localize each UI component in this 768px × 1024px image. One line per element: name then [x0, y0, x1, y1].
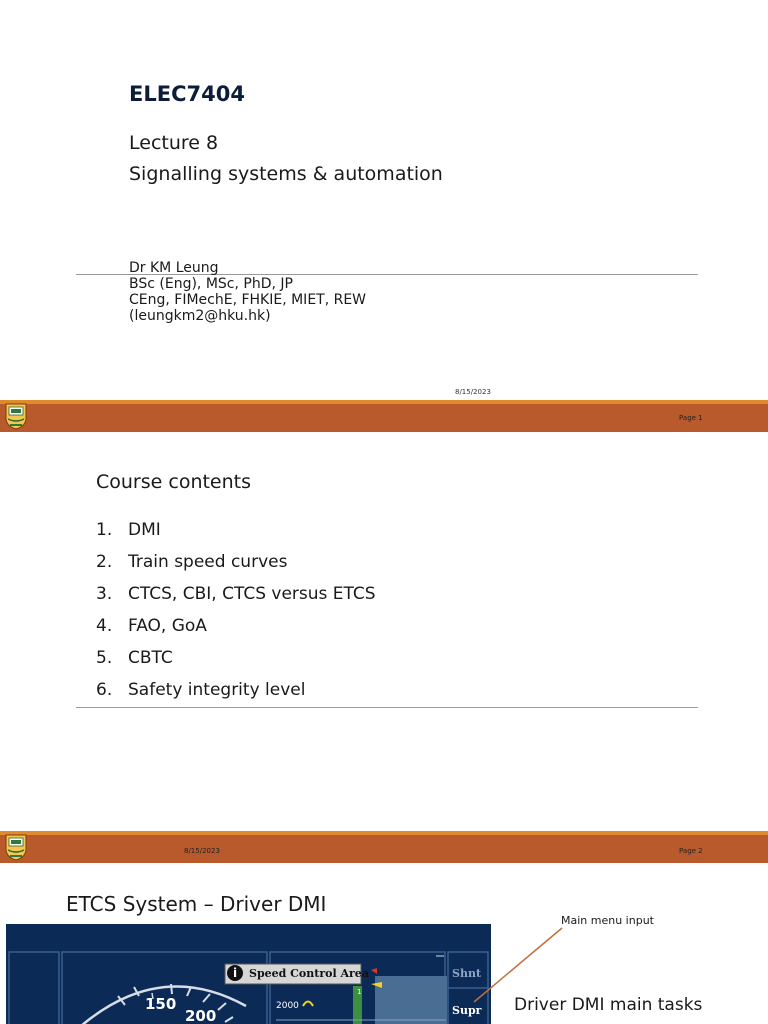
- author-email: (leungkm2@hku.hk): [129, 308, 271, 324]
- speed-control-area-label: Speed Control Area: [249, 967, 369, 980]
- list-item: 5. CBTC: [96, 648, 173, 668]
- author-degrees: BSc (Eng), MSc, PhD, JP: [129, 276, 293, 292]
- author-name: Dr KM Leung: [129, 260, 219, 276]
- author-memberships: CEng, FIMechE, FHKIE, MIET, REW: [129, 292, 367, 308]
- track-marker-label: 1: [357, 988, 362, 996]
- speed-label-200: 200: [185, 1007, 217, 1024]
- slide1-page-label: Page 1: [679, 414, 703, 422]
- gradient-arc-icon: [302, 997, 314, 1007]
- slide2-divider: [76, 707, 698, 708]
- course-contents-title: Course contents: [96, 471, 252, 493]
- dmi-screenshot: [6, 924, 491, 1024]
- slide2-page-label: Page 2: [679, 847, 703, 855]
- supervision-button[interactable]: Supr: [452, 1004, 482, 1017]
- lecture-title: Signalling systems & automation: [129, 163, 443, 185]
- slide2-footer-band: [0, 831, 768, 863]
- course-code: ELEC7404: [129, 82, 245, 106]
- etcs-slide-title: ETCS System – Driver DMI: [66, 892, 327, 916]
- info-icon: i: [227, 965, 243, 981]
- speed-label-150: 150: [145, 995, 177, 1013]
- slide1-date: 8/15/2023: [455, 388, 491, 396]
- slide2-date: 8/15/2023: [184, 847, 220, 855]
- shunting-button[interactable]: Shnt: [452, 967, 482, 980]
- distance-label: 2000: [276, 1001, 299, 1011]
- slide1-footer-band: [0, 400, 768, 432]
- driver-dmi-tasks-heading: Driver DMI main tasks: [514, 995, 703, 1015]
- lecture-number: Lecture 8: [129, 132, 219, 154]
- list-item: 6. Safety integrity level: [96, 680, 306, 700]
- author-block: [129, 260, 366, 324]
- list-item: 4. FAO, GoA: [96, 616, 207, 636]
- list-item: 3. CTCS, CBI, CTCS versus ETCS: [96, 584, 376, 604]
- university-crest-icon: [4, 833, 28, 861]
- university-crest-icon: [4, 402, 28, 430]
- course-contents-list: [96, 520, 376, 712]
- list-item: 2. Train speed curves: [96, 552, 288, 572]
- main-menu-callout: Main menu input: [561, 914, 654, 927]
- list-item: 1. DMI: [96, 520, 161, 540]
